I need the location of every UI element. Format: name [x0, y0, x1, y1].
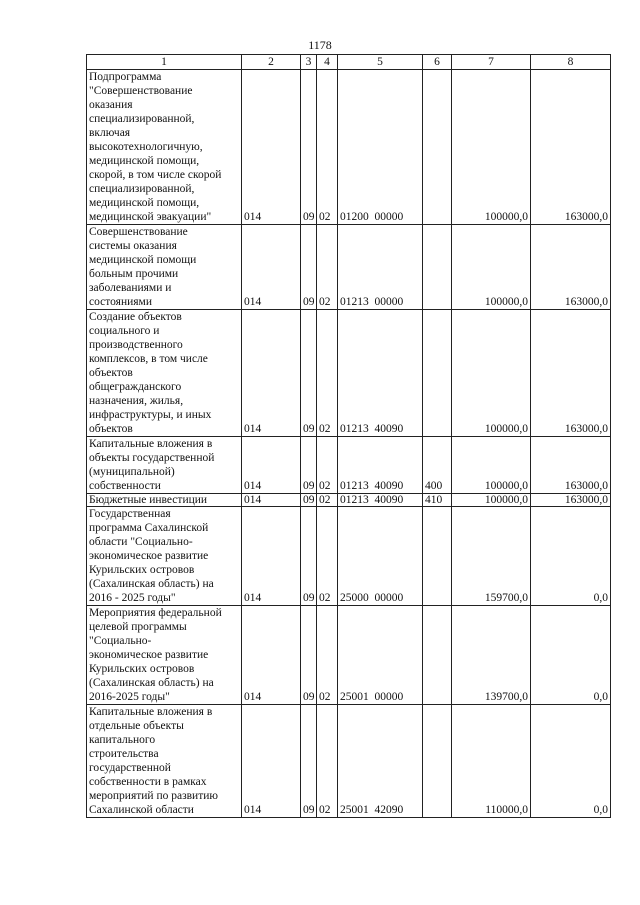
cell-amount-1: 110000,0	[452, 705, 531, 818]
cell-section: 09	[301, 606, 317, 705]
cell-section: 09	[301, 70, 317, 225]
cell-subsection: 02	[317, 437, 338, 494]
table-row	[87, 507, 611, 606]
row-name: Бюджетные инвестиции	[87, 494, 242, 507]
table-row	[87, 606, 611, 705]
header-cell: 4	[317, 55, 338, 70]
cell-section: 09	[301, 494, 317, 507]
table-row	[87, 437, 611, 494]
cell-amount-1: 100000,0	[452, 310, 531, 437]
cell-ministry: 014	[242, 70, 301, 225]
cell-target-article: 25000 00000	[338, 507, 423, 606]
cell-amount-1: 100000,0	[452, 494, 531, 507]
header-row	[87, 55, 611, 70]
cell-amount-2: 163000,0	[531, 437, 611, 494]
cell-amount-1: 100000,0	[452, 225, 531, 310]
cell-ministry: 014	[242, 606, 301, 705]
table-row	[87, 310, 611, 437]
cell-ministry: 014	[242, 507, 301, 606]
header-cell: 5	[338, 55, 423, 70]
table-row	[87, 494, 611, 507]
cell-amount-2: 163000,0	[531, 494, 611, 507]
cell-section: 09	[301, 310, 317, 437]
cell-subsection: 02	[317, 705, 338, 818]
cell-subsection: 02	[317, 507, 338, 606]
header-cell: 3	[301, 55, 317, 70]
table-row	[87, 225, 611, 310]
budget-table	[86, 54, 611, 818]
header-cell: 2	[242, 55, 301, 70]
cell-section: 09	[301, 225, 317, 310]
header-cell: 8	[531, 55, 611, 70]
row-name: Государственная программа Сахалинской области "Социально- экономическое развитие Курильских островов (Сахалинская область) на 2016 - 2025 годы"	[87, 507, 242, 606]
cell-ministry: 014	[242, 705, 301, 818]
cell-ministry: 014	[242, 225, 301, 310]
header-cell: 7	[452, 55, 531, 70]
cell-target-article: 01213 40090	[338, 310, 423, 437]
row-name: Мероприятия федеральной целевой программы "Социально- экономическое развитие Курильских островов (Сахалинская область) на 2016-2025 годы"	[87, 606, 242, 705]
cell-amount-2: 0,0	[531, 507, 611, 606]
cell-expense-type	[423, 310, 452, 437]
cell-amount-2: 0,0	[531, 705, 611, 818]
cell-expense-type	[423, 705, 452, 818]
cell-expense-type	[423, 225, 452, 310]
cell-target-article: 01213 00000	[338, 225, 423, 310]
cell-ministry: 014	[242, 310, 301, 437]
cell-section: 09	[301, 705, 317, 818]
row-name: Капитальные вложения в отдельные объекты капитального строительства государственной собственности в рамках мероприятий по развитию Сахалинской области	[87, 705, 242, 818]
cell-target-article: 25001 42090	[338, 705, 423, 818]
row-name: Капитальные вложения в объекты государственной (муниципальной) собственности	[87, 437, 242, 494]
cell-ministry: 014	[242, 494, 301, 507]
header-cell: 6	[423, 55, 452, 70]
cell-subsection: 02	[317, 310, 338, 437]
cell-expense-type	[423, 70, 452, 225]
cell-target-article: 01213 40090	[338, 494, 423, 507]
cell-expense-type	[423, 606, 452, 705]
table-row	[87, 70, 611, 225]
cell-target-article: 01200 00000	[338, 70, 423, 225]
cell-target-article: 25001 00000	[338, 606, 423, 705]
cell-amount-2: 163000,0	[531, 310, 611, 437]
cell-amount-2: 163000,0	[531, 70, 611, 225]
cell-expense-type	[423, 507, 452, 606]
cell-subsection: 02	[317, 225, 338, 310]
cell-amount-1: 100000,0	[452, 70, 531, 225]
cell-section: 09	[301, 507, 317, 606]
row-name: Совершенствование системы оказания медицинской помощи больным прочими заболеваниями и состояниями	[87, 225, 242, 310]
cell-amount-1: 100000,0	[452, 437, 531, 494]
cell-ministry: 014	[242, 437, 301, 494]
cell-target-article: 01213 40090	[338, 437, 423, 494]
cell-section: 09	[301, 437, 317, 494]
cell-amount-1: 139700,0	[452, 606, 531, 705]
row-name: Подпрограмма "Совершенствование оказания специализированной, включая высокотехнологичную, медицинской помощи, скорой, в том числе скорой специализированной, медицинской помощи, медицинской эвакуации"	[87, 70, 242, 225]
cell-subsection: 02	[317, 606, 338, 705]
row-name: Создание объектов социального и производственного комплексов, в том числе объектов общегражданского назначения, жилья, инфраструктуры, и иных объектов	[87, 310, 242, 437]
cell-subsection: 02	[317, 70, 338, 225]
page-number: 1178	[308, 38, 332, 52]
cell-amount-2: 0,0	[531, 606, 611, 705]
cell-amount-1: 159700,0	[452, 507, 531, 606]
cell-subsection: 02	[317, 494, 338, 507]
cell-expense-type: 400	[423, 437, 452, 494]
cell-amount-2: 163000,0	[531, 225, 611, 310]
table-row	[87, 705, 611, 818]
cell-expense-type: 410	[423, 494, 452, 507]
header-cell: 1	[87, 55, 242, 70]
